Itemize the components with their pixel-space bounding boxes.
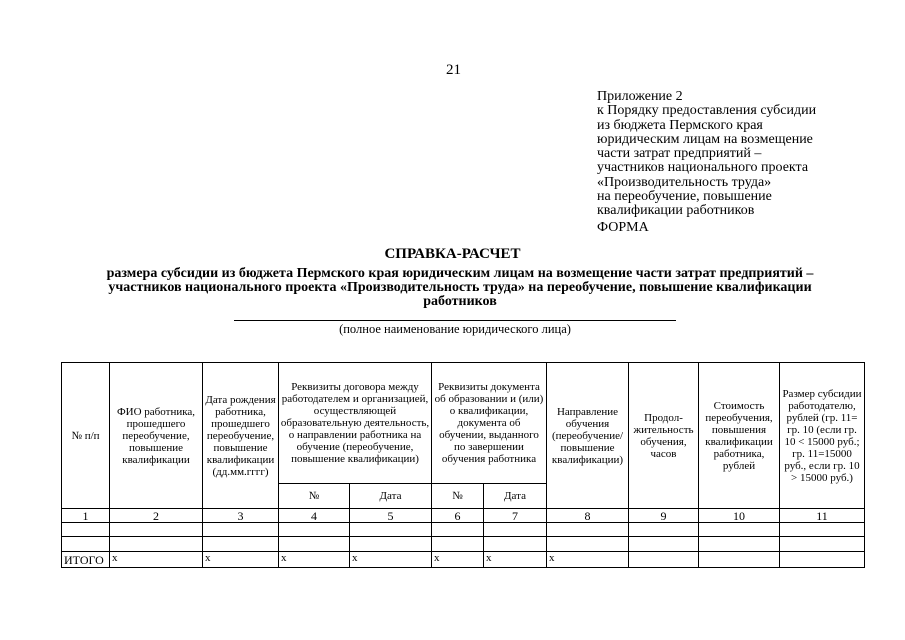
total-cell (780, 552, 865, 568)
table-cell (279, 537, 350, 552)
column-number: 3 (203, 509, 279, 523)
header-doc-no: № (432, 484, 484, 509)
appendix-line: части затрат предприятий – (597, 146, 762, 162)
table-cell (699, 523, 780, 537)
entity-name-caption: (полное наименование юридического лица) (339, 322, 571, 336)
entity-name-line (234, 320, 676, 321)
table-cell (432, 537, 484, 552)
column-number: 7 (484, 509, 547, 523)
header-col-8: Направление обучения (переобучение/ повышение квалификации) (547, 363, 629, 509)
appendix-line: юридическим лицам на возмещение (597, 131, 813, 147)
header-col-9: Продол-жительность обучения, часов (629, 363, 699, 509)
column-number: 1 (62, 509, 110, 523)
column-number: 4 (279, 509, 350, 523)
table-cell (110, 523, 203, 537)
appendix-line: участников национального проекта (597, 160, 809, 176)
column-number: 11 (780, 509, 865, 523)
total-cell: x (547, 552, 629, 568)
table-cell (484, 537, 547, 552)
table-cell (350, 523, 432, 537)
header-col-10: Стоимость переобучения, повышения квалификации работника, рублей (699, 363, 780, 509)
header-col-3: Дата рождения работника, прошедшего переобучение, повышение квалификации (дд.мм.гггг) (203, 363, 279, 509)
column-number: 2 (110, 509, 203, 523)
total-cell: x (432, 552, 484, 568)
header-col-2: ФИО работника, прошедшего переобучение, повышение квалификации (110, 363, 203, 509)
appendix-line: к Порядку предоставления субсидии (597, 103, 817, 119)
page-number: 21 (446, 62, 461, 78)
appendix-line: квалификации работников (597, 203, 755, 219)
column-number: 5 (350, 509, 432, 523)
header-group-contract: Реквизиты договора между работодателем и организацией, осуществляющей образовательную деятельность, о направлении работника на обучение (переобучение, повышение квалификации) (279, 363, 432, 484)
total-row (62, 552, 865, 568)
header-col-11: Размер субсидии работодателю, рублей (гр. 11= гр. 10 (если гр. 10 < 15000 руб.; гр. 11=15000 руб., если гр. 10 > 15000 руб.) (780, 363, 865, 509)
table-cell (547, 537, 629, 552)
document-title: СПРАВКА-РАСЧЕТ (384, 246, 521, 262)
total-cell: x (279, 552, 350, 568)
total-cell (629, 552, 699, 568)
total-cell: x (203, 552, 279, 568)
table-cell (279, 523, 350, 537)
header-contract-no: № (279, 484, 350, 509)
appendix-line: из бюджета Пермского края (597, 117, 763, 133)
calculation-table (61, 362, 865, 568)
appendix-line: Приложение 2 (597, 89, 683, 104)
table-cell (203, 537, 279, 552)
table-cell (62, 523, 110, 537)
table-cell (432, 523, 484, 537)
column-number: 6 (432, 509, 484, 523)
table-cell (699, 537, 780, 552)
table-cell (110, 537, 203, 552)
column-number: 8 (547, 509, 629, 523)
document-subtitle: размера субсидии из бюджета Пермского края юридическим лицам на возмещение части затрат предприятий – участников национального проекта «Производительность труда» на переобучение, повышение квалификации работников (106, 266, 814, 309)
total-cell (699, 552, 780, 568)
total-cell: x (350, 552, 432, 568)
header-col-1: № п/п (62, 363, 110, 509)
total-cell: x (484, 552, 547, 568)
table-row (62, 523, 865, 537)
form-label: ФОРМА (597, 220, 649, 235)
table-cell (203, 523, 279, 537)
header-doc-date: Дата (484, 484, 547, 509)
column-number: 10 (699, 509, 780, 523)
table-cell (547, 523, 629, 537)
table-cell (484, 523, 547, 537)
column-number: 9 (629, 509, 699, 523)
table-cell (350, 537, 432, 552)
table-cell (780, 523, 865, 537)
total-cell: x (110, 552, 203, 568)
table-cell (629, 537, 699, 552)
total-label: ИТОГО (62, 552, 110, 568)
table-row (62, 537, 865, 552)
header-group-document: Реквизиты документа об образовании и (или) о квалификации, документа об обучении, выданного по завершении обучения работника (432, 363, 547, 484)
table-cell (62, 537, 110, 552)
appendix-line: на переобучение, повышение (597, 189, 772, 205)
appendix-line: «Производительность труда» (597, 174, 772, 190)
appendix-block (597, 90, 816, 219)
header-contract-date: Дата (350, 484, 432, 509)
table-cell (629, 523, 699, 537)
table-cell (780, 537, 865, 552)
